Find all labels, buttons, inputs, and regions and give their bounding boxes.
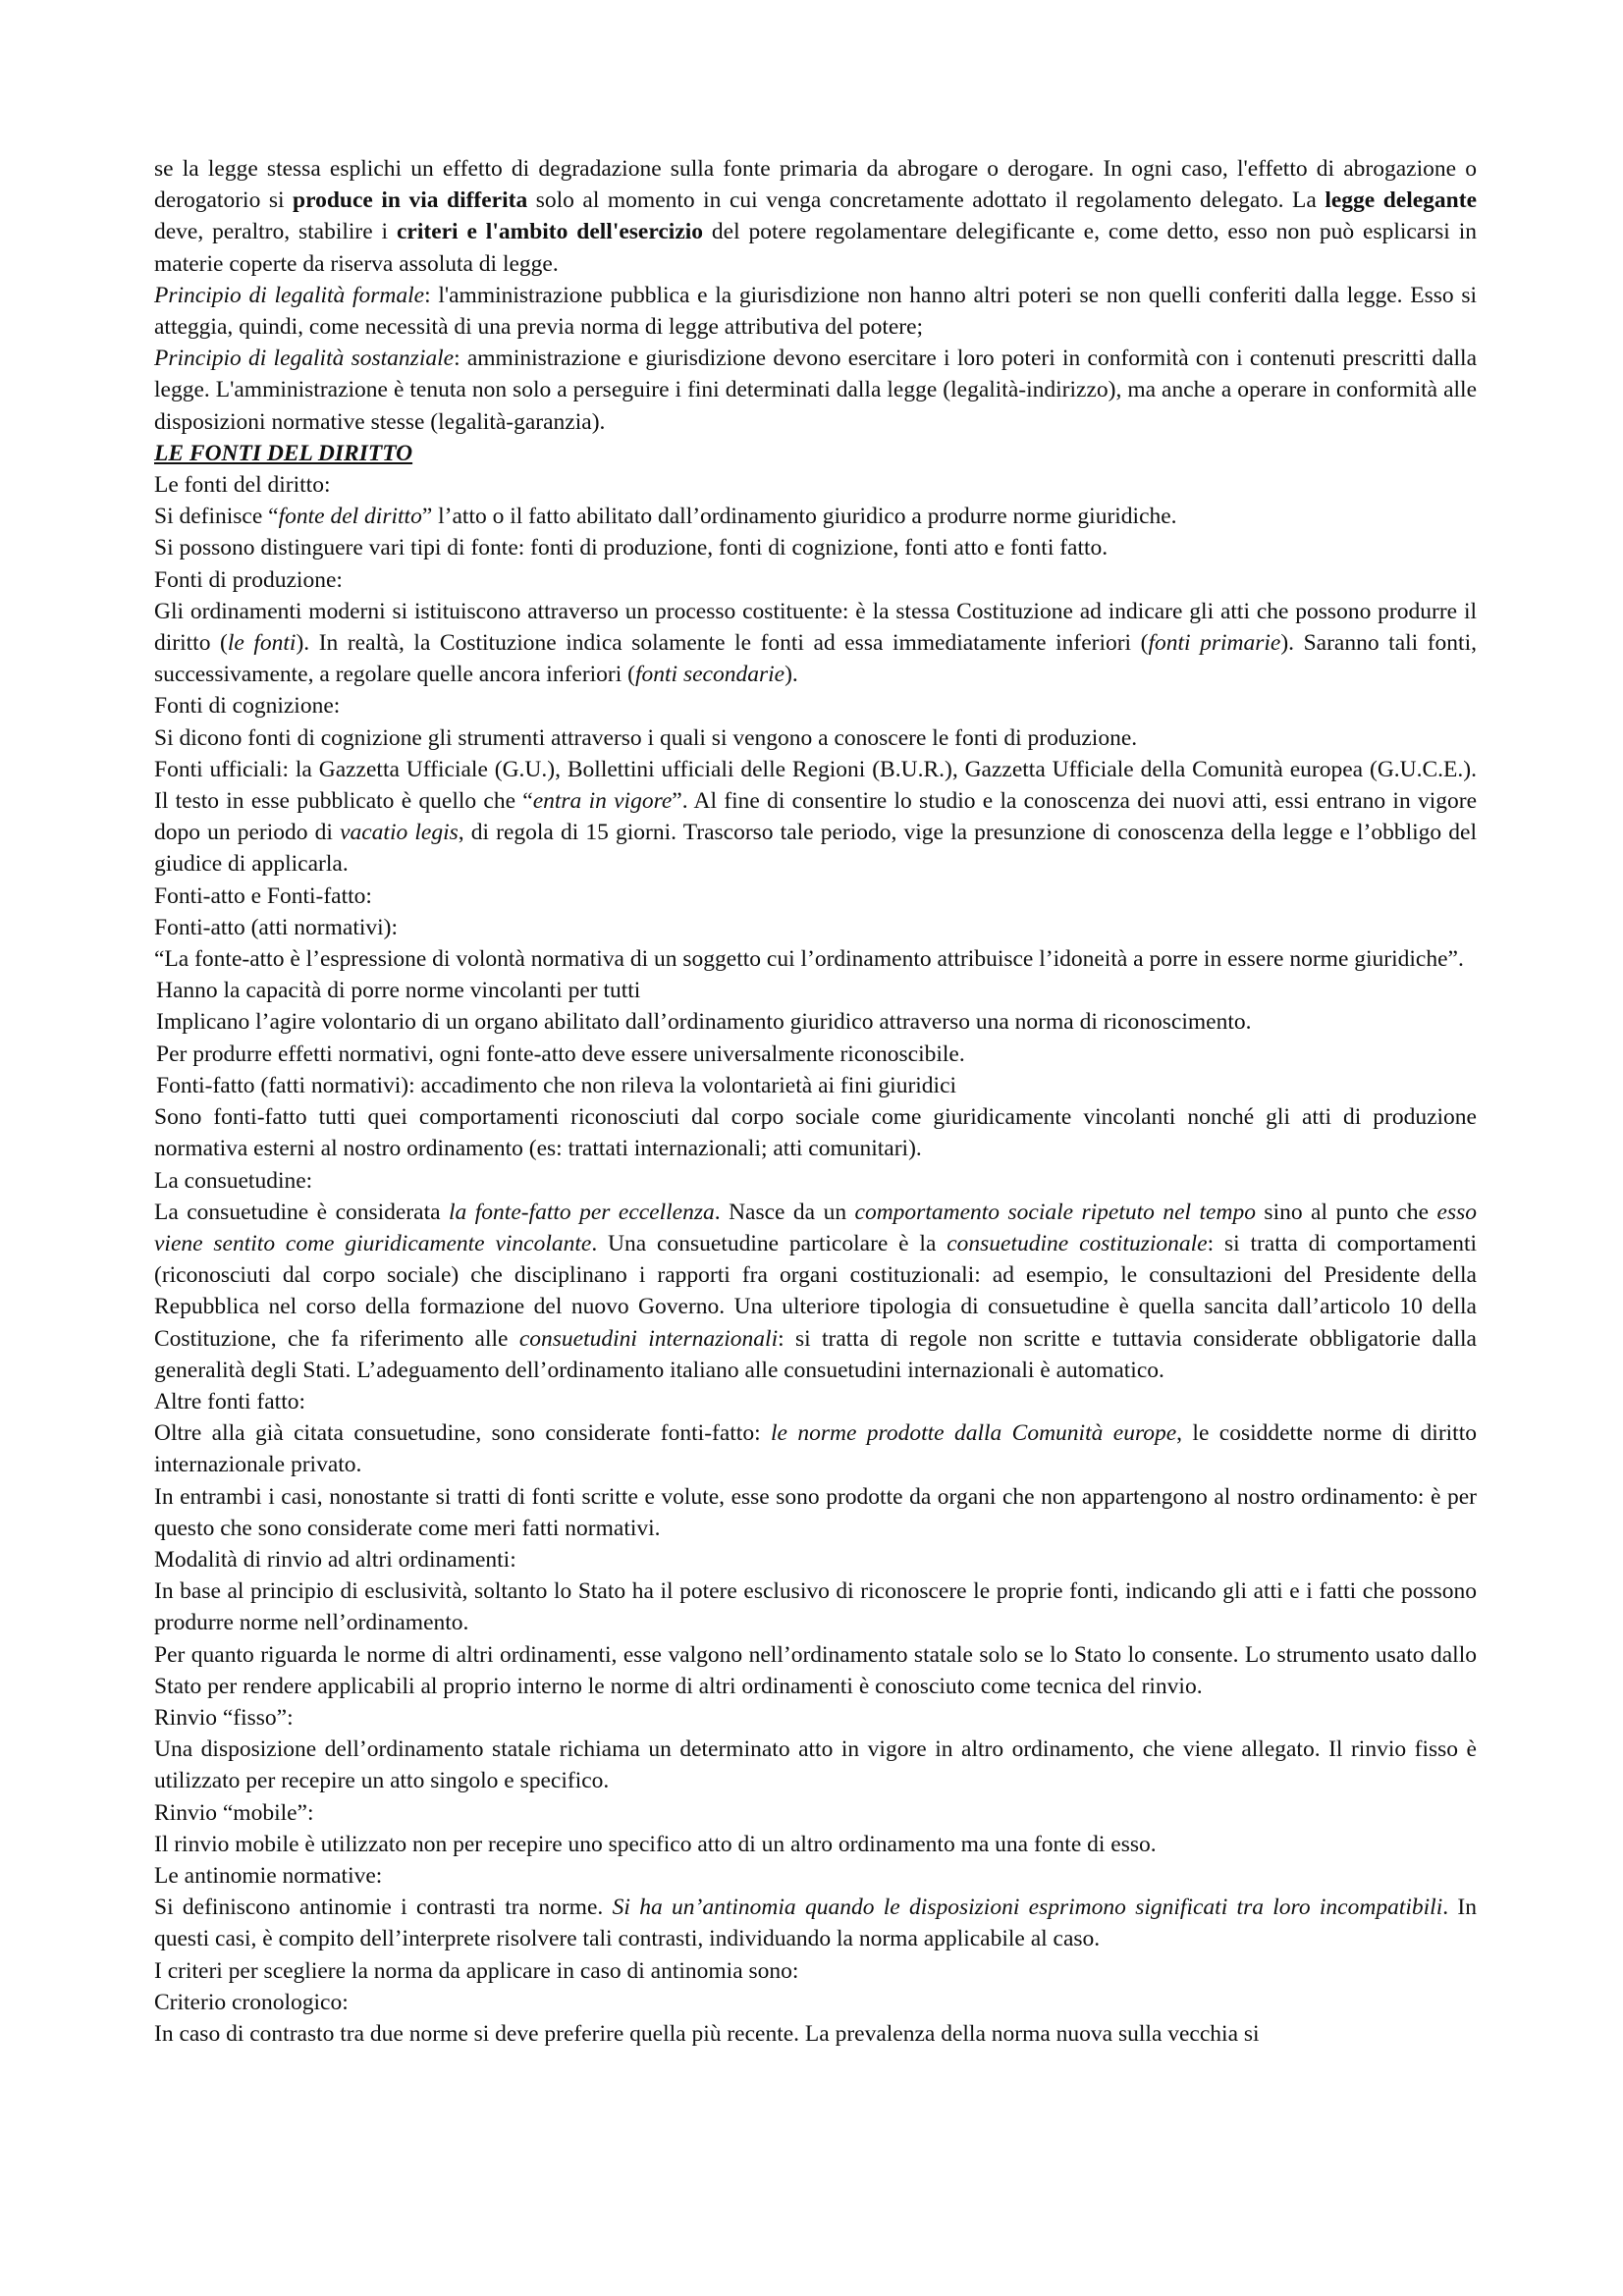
paragraph [154,280,1477,343]
text-run: Gli ordinamenti moderni si istituiscono attraverso un processo costituente: è la stessa Costituzione ad indicare gli atti che possono produrre il diritto ( [154,598,1477,657]
italic-text: le norme prodotte dalla Comunità europe [771,1420,1177,1447]
bold-text: legge delegante [1325,187,1477,214]
italic-text: entra in vigore [532,788,673,815]
text-run: ). In realtà, la Costituzione indica solamente le fonti ad essa immediatamente inferiori ( [296,630,1149,657]
paragraph [154,1987,1477,2018]
paragraph [154,975,1477,1006]
paragraph [154,912,1477,943]
paragraph [154,1101,1477,1164]
italic-text: Principio di legalità sostanziale [154,346,455,372]
section-heading [154,438,1477,469]
italic-text: le fonti [227,630,297,657]
text-run: In caso di contrasto tra due norme si deve preferire quella più recente. La prevalenza della norma nuova sulla vecchia si [154,2020,1260,2047]
text-run: Fonti-atto (atti normativi): [154,914,399,940]
text-run: Fonti-atto e Fonti-fatto: [154,882,372,909]
text-run: ). [784,662,798,688]
paragraph [154,343,1477,438]
text-run: LE FONTI DEL DIRITTO [154,440,413,466]
italic-text: consuetudine costituzionale [947,1230,1208,1256]
text-run: Hanno la capacità di porre norme vincolanti per tutti [156,978,641,1004]
text-run: solo al momento in cui venga concretamente adottato il regolamento delegato. La [527,187,1325,214]
paragraph [154,1702,1477,1734]
text-run: Criterio cronologico: [154,1989,349,2015]
italic-text: comportamento sociale ripetuto nel tempo [854,1199,1256,1225]
text-run: Per quanto riguarda le norme di altri ordinamenti, esse valgono nell’ordinamento statale solo se lo Stato lo consente. Lo strumento usato dallo Stato per rendere applicabili al proprio interno le norme di altri ordinamenti è conosciuto come tecnica del rinvio. [154,1641,1477,1699]
italic-text: vacatio legis [340,820,459,846]
paragraph [154,1829,1477,1860]
paragraph [154,532,1477,563]
text-run: del potere regolamentare delegificante e, come detto, esso non può esplicarsi in materie coperte da riserva assoluta di legge. [154,219,1477,277]
paragraph [154,2018,1477,2050]
paragraph [154,1006,1477,1038]
text-run: ). Saranno tali fonti, successivamente, a regolare quelle ancora inferiori ( [154,630,1477,688]
italic-text: consuetudini internazionali [518,1325,779,1352]
text-run: Fonti ufficiali: la Gazzetta Ufficiale (G.U.), Bollettini ufficiali delle Regioni (B.U.R.), Gazzetta Ufficiale della Comunità europea (G.U.C.E.). Il testo in esse pubblicato è quello che “ [154,756,1477,815]
paragraph [154,1039,1477,1070]
paragraph [154,596,1477,691]
text-run: sino al punto che [1255,1199,1437,1225]
paragraph [154,722,1477,754]
text-run: ” l’atto o il fatto abilitato dall’ordinamento giuridico a produrre norme giuridiche. [421,504,1177,530]
paragraph [154,501,1477,532]
text-run: ”. Al fine di consentire lo studio e la conoscenza dei nuovi atti, essi entrano in vigore dopo un periodo di [154,788,1477,846]
text-run: Implicano l’agire volontario di un organo abilitato dall’ordinamento giuridico attraverso una norma di riconoscimento. [156,1009,1252,1036]
text-run: se la legge stessa esplichi un effetto di degradazione sulla fonte primaria da abrogare o derogare. In ogni caso, l'effetto di abrogazione o derogatorio si [154,156,1477,214]
text-run: deve, peraltro, stabilire i [154,219,397,245]
paragraph [154,1197,1477,1386]
italic-text: esso viene sentito come giuridicamente vincolante [154,1199,1477,1256]
paragraph [154,1575,1477,1638]
text-run: Rinvio “fisso”: [154,1704,294,1731]
text-run: In base al principio di esclusività, soltanto lo Stato ha il potere esclusivo di riconoscere le proprie fonti, indicando gli atti e i fatti che possono produrre norme nell’ordinamento. [154,1578,1477,1636]
paragraph [154,1417,1477,1480]
text-run: Le fonti del diritto: [154,472,331,499]
paragraph [154,1165,1477,1197]
paragraph [154,1860,1477,1892]
text-run: Fonti di cognizione: [154,693,341,720]
paragraph [154,1386,1477,1417]
paragraph [154,564,1477,596]
paragraph [154,1955,1477,1987]
paragraph [154,1070,1477,1101]
text-run: Si definiscono antinomie i contrasti tra norme. [154,1895,613,1921]
text-run: I criteri per scegliere la norma da applicare in caso di antinomia sono: [154,1957,799,1984]
text-run: : l'amministrazione pubblica e la giurisdizione non hanno altri poteri se non quelli conferiti dalla legge. Esso si atteggia, quindi, come necessità di una previa norma di legge attributiva del potere; [154,282,1478,341]
paragraph [154,1797,1477,1829]
italic-text: fonte del diritto [278,504,422,530]
paragraph [154,881,1477,912]
paragraph [154,1481,1477,1544]
text-run: Si dicono fonti di cognizione gli strumenti attraverso i quali si vengono a conoscere le fonti di produzione. [154,724,1138,751]
paragraph [154,469,1477,501]
text-run: Fonti-fatto (fatti normativi): accadimento che non rileva la volontarietà ai fini giuridici [156,1072,957,1098]
italic-text: Si ha un’antinomia quando le disposizioni esprimono significati tra loro incompatibili [612,1895,1443,1921]
text-run: Sono fonti-fatto tutti quei comportamenti riconosciuti dal corpo sociale come giuridicamente vincolanti nonché gli atti di produzione normativa esterni al nostro ordinamento (es: trattati internazionali; atti comunitari). [154,1104,1477,1162]
document-page [154,153,1477,2050]
paragraph [154,754,1477,881]
italic-text: fonti primarie [1148,630,1281,657]
text-run: La consuetudine è considerata [154,1199,450,1225]
text-run: Il rinvio mobile è utilizzato non per recepire uno specifico atto di un altro ordinamento ma una fonte di esso. [154,1831,1157,1857]
paragraph [154,1892,1477,1954]
italic-text: Principio di legalità formale [154,282,425,308]
text-run: : amministrazione e giurisdizione devono esercitare i loro poteri in conformità con i contenuti prescritti dalla legge. L'amministrazione è tenuta non solo a perseguire i fini determinati dalla legge (legalità-indirizzo), ma anche a operare in conformità alle disposizioni normative stesse (legalità-garanzia). [154,346,1478,435]
text-run: , le cosiddette norme di diritto internazionale privato. [154,1420,1477,1478]
text-run: Altre fonti fatto: [154,1388,306,1415]
text-run: Modalità di rinvio ad altri ordinamenti: [154,1546,516,1573]
text-run: . In questi casi, è compito dell’interprete risolvere tali contrasti, individuando la norma applicabile al caso. [154,1895,1478,1952]
text-run: Una disposizione dell’ordinamento statale richiama un determinato atto in vigore in altro ordinamento, che viene allegato. Il rinvio fisso è utilizzato per recepire un atto singolo e specifico. [154,1736,1477,1794]
paragraph [154,1639,1477,1702]
paragraph [154,1544,1477,1575]
bold-text: produce in via differita [293,187,528,214]
text-run: In entrambi i casi, nonostante si tratti di fonti scritte e volute, esse sono prodotte da organi che non appartengono al nostro ordinamento: è per questo che sono considerate come meri fatti normativi. [154,1483,1477,1541]
text-run: Fonti di produzione: [154,566,343,593]
text-run: La consuetudine: [154,1167,313,1194]
text-run: Si definisce “ [154,504,279,530]
text-run: , di regola di 15 giorni. Trascorso tale periodo, vige la presunzione di conoscenza della legge e l’obbligo del giudice di applicarla. [154,820,1477,878]
text-run: “La fonte-atto è l’espressione di volontà normativa di un soggetto cui l’ordinamento attribuisce l’idoneità a porre in essere norme giuridiche”. [154,946,1464,973]
text-run: : si tratta di comportamenti (riconosciuti dal corpo sociale) che disciplinano i rapporti fra organi costituzionali: ad esempio, le consultazioni del Presidente della Repubblica nel corso della formazione del nuovo Governo. Una ulteriore tipologia di consuetudine è quella sancita dall’articolo 10 della Costituzione, che fa riferimento alle [154,1230,1477,1352]
paragraph [154,1734,1477,1796]
text-run: Oltre alla già citata consuetudine, sono considerate fonti-fatto: [154,1420,772,1447]
italic-text: fonti secondarie [635,662,785,688]
text-run: Le antinomie normative: [154,1862,383,1889]
text-run: Si possono distinguere vari tipi di fonte: fonti di produzione, fonti di cognizione, fonti atto e fonti fatto. [154,535,1109,561]
text-run: . Nasce da un [714,1199,855,1225]
text-run: Rinvio “mobile”: [154,1799,314,1826]
bold-text: criteri e l'ambito dell'esercizio [396,219,704,245]
text-run: . Una consuetudine particolare è la [591,1230,947,1256]
paragraph [154,943,1477,975]
text-run: : si tratta di regole non scritte e tuttavia considerate obbligatorie dalla generalità degli Stati. L’adeguamento dell’ordinamento italiano alle consuetudini internazionali è automatico. [154,1325,1477,1383]
paragraph [154,153,1477,280]
paragraph [154,690,1477,721]
text-run: Per produrre effetti normativi, ogni fonte-atto deve essere universalmente riconoscibile. [156,1041,965,1067]
italic-text: la fonte-fatto per eccellenza [449,1199,715,1225]
